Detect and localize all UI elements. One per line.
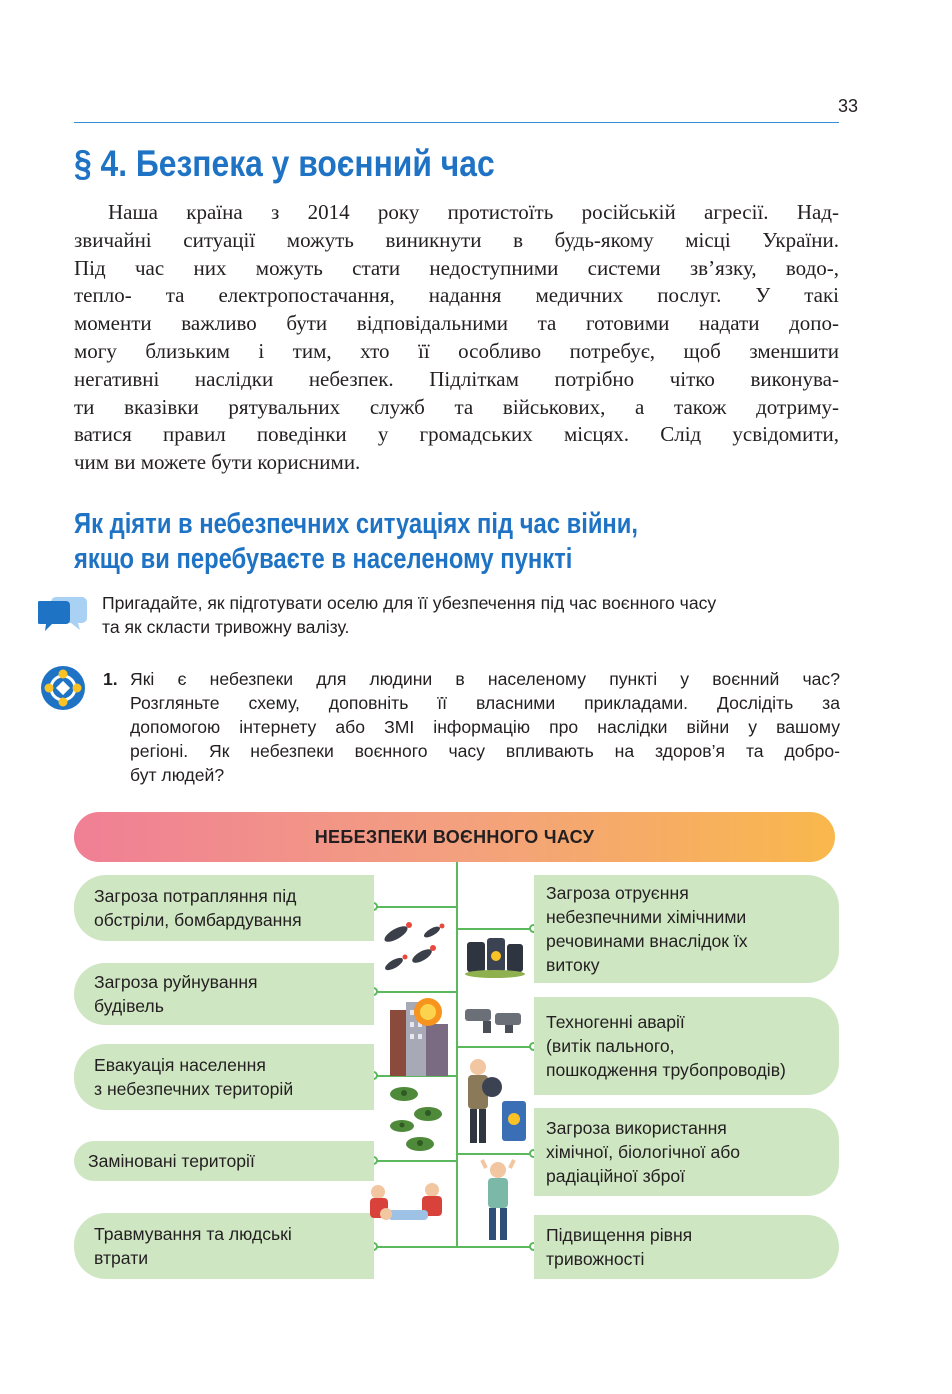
intro-line: моменти важливо бути відповідальними та готовими надати допо- (74, 311, 839, 336)
recall-prompt (102, 591, 842, 639)
hazard-line: з небезпечних територій (94, 1079, 294, 1099)
hazard-line: обстріли, бомбардування (94, 910, 302, 930)
intro-line: звичайні ситуації можуть виникнути в будь-якому місці України. (74, 227, 839, 252)
hazard-box-technogenic-accidents (534, 997, 839, 1095)
page-title: § 4. Безпека у воєнний час (74, 143, 495, 184)
hazard-box-evacuation (74, 1044, 374, 1110)
hazard-box-mined-territories (74, 1141, 374, 1181)
connector-line (374, 906, 456, 908)
hazard-line: Загроза потрапляння під (94, 886, 297, 906)
falling-bombs-illustration (378, 912, 450, 982)
subheading-line: Як діяти в небезпечних ситуаціях під час війни, (74, 508, 639, 540)
page-number: 33 (838, 96, 859, 116)
connector-line (456, 1153, 534, 1155)
intro-paragraph (74, 199, 839, 477)
first-aid-people-illustration (360, 1180, 454, 1232)
hazard-line: Евакуація населення (94, 1055, 266, 1075)
connector-line (374, 991, 456, 993)
recall-line: та як скласти тривожну валізу. (102, 617, 350, 637)
hazard-line: Підвищення рівня (546, 1225, 693, 1245)
task-text (130, 667, 840, 787)
connector-line (456, 928, 534, 930)
hazard-line: Загроза руйнування (94, 972, 258, 992)
connector-line (456, 1246, 534, 1248)
hazard-line: Травмування та людські (94, 1224, 292, 1244)
broken-pipeline-illustration (463, 1003, 525, 1035)
task-line: бут людей? (130, 765, 225, 785)
subheading-line: якщо ви перебуваєте в населеному пункті (74, 543, 573, 575)
task-line: Які є небезпеки для людини в населеному пункті у воєнний час? (130, 669, 840, 689)
task-number: 1. (103, 669, 118, 689)
intro-line: негативні наслідки небезпек. Підліткам потрібно чітко виконува- (74, 366, 839, 391)
hazard-line: (витік пального, (546, 1036, 675, 1056)
hazard-box-anxiety (534, 1215, 839, 1279)
diagram-title: НЕБЕЗПЕКИ ВОЄННОГО ЧАСУ (314, 826, 595, 847)
hazard-box-building-collapse (74, 963, 374, 1025)
chemical-barrels-illustration (463, 934, 527, 980)
hazard-line: хімічної, біологічної або (546, 1142, 741, 1162)
header-rule (74, 122, 839, 123)
intro-line: могу близьким і тим, хто її особливо потребує, щоб зменшити (74, 338, 839, 363)
hazard-line: будівель (94, 996, 164, 1016)
intro-line: Під час них можуть стати недоступними системи зв’язку, водо-, (74, 255, 839, 280)
group-work-icon (40, 665, 86, 711)
hazard-box-chemical-poisoning (534, 875, 839, 983)
speech-bubbles-icon (38, 593, 88, 635)
hazard-line: радіаційної зброї (546, 1166, 686, 1186)
destroyed-building-illustration (386, 994, 458, 1076)
hazard-line: тривожності (546, 1249, 645, 1269)
recall-line: Пригадайте, як підготувати оселю для її убезпечення під час воєнного часу (102, 593, 717, 613)
section-subheading (74, 507, 638, 577)
hazard-line: Загроза отруєння (546, 883, 689, 903)
landmines-illustration (386, 1084, 446, 1156)
anxious-person-illustration (478, 1158, 518, 1242)
hazard-line: витоку (546, 955, 600, 975)
hazard-line: Заміновані території (88, 1151, 255, 1171)
task-line: регіоні. Як небезпеки воєнного часу впливають на здоров’я та добро- (130, 741, 840, 761)
hazard-line: втрати (94, 1248, 149, 1268)
intro-line: чим ви можете бути корисними. (74, 450, 361, 475)
connector-line (456, 1046, 534, 1048)
hazard-box-injuries (74, 1213, 374, 1279)
hazard-box-shelling (74, 875, 374, 941)
connector-line (374, 1246, 456, 1248)
task-line: допомогою інтернету або ЗМІ інформацію про наслідки війни у вашому (130, 717, 840, 737)
intro-line: ватися правил поведінки у громадських місцях. Слід усвідомити, (74, 422, 839, 447)
task-line: Розгляньте схему, доповніть її власними прикладами. Дослідіть за (130, 693, 840, 713)
intro-line: Наша країна з 2014 року протистоїть російській агресії. Над- (108, 200, 839, 224)
diagram-title-banner (74, 812, 835, 862)
hazard-line: Техногенні аварії (546, 1012, 685, 1032)
intro-line: тепло- та електропостачання, надання медичних послуг. У такі (74, 283, 839, 308)
hazard-line: пошкодження трубопроводів) (546, 1060, 786, 1080)
hazard-line: Загроза використання (546, 1118, 727, 1138)
hazmat-person-illustration (462, 1055, 532, 1147)
hazard-line: речовинами внаслідок їх (546, 931, 748, 951)
hazard-box-wmd-use (534, 1108, 839, 1196)
intro-line: ти вказівки рятувальних служб та військових, а також дотриму- (74, 394, 839, 419)
connector-line (374, 1160, 456, 1162)
hazard-line: небезпечними хімічними (546, 907, 747, 927)
